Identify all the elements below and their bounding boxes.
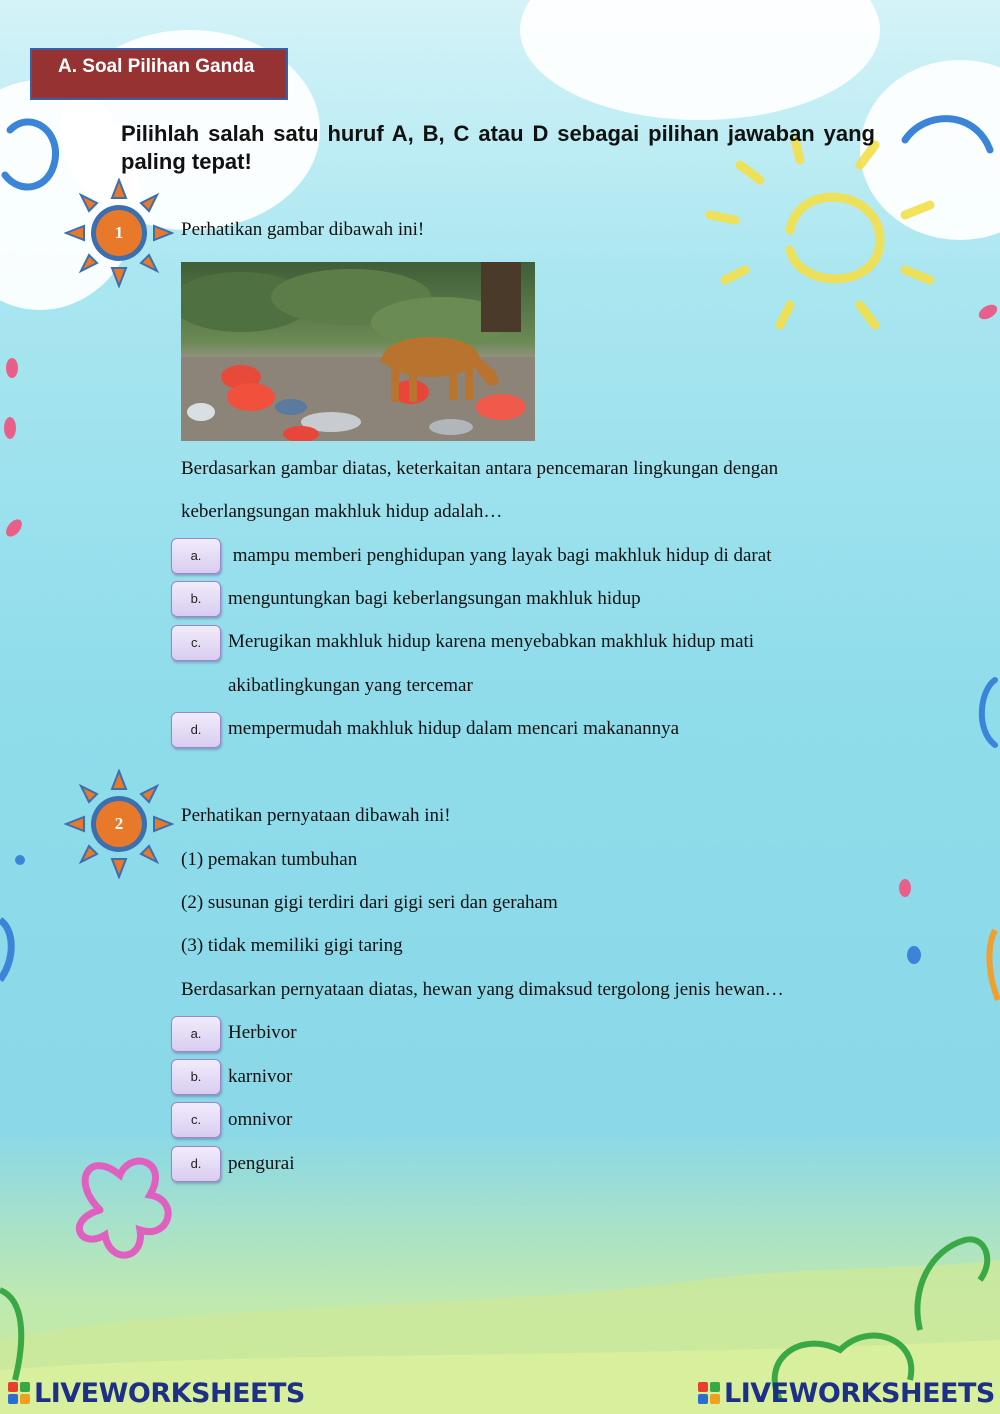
q1-option-a-box[interactable]: a. xyxy=(171,538,221,574)
question-1-stem-line-2: keberlangsungan makhluk hidup adalah… xyxy=(181,501,503,522)
question-number-badge-2 xyxy=(64,769,174,879)
q2-option-b-box[interactable]: b. xyxy=(171,1059,221,1095)
liveworksheets-logo-left xyxy=(8,1376,305,1410)
question-2-statement-3: (3) tidak memiliki gigi taring xyxy=(181,935,403,956)
logo-grid-icon xyxy=(8,1382,30,1404)
q2-option-d-box[interactable]: d. xyxy=(171,1146,221,1182)
question-number: 1 xyxy=(114,223,124,242)
q1-option-c-text-line-2: akibatlingkungan yang tercemar xyxy=(228,675,473,696)
q2-option-c-box[interactable]: c. xyxy=(171,1102,221,1138)
question-2-prompt: Perhatikan pernyataan dibawah ini! xyxy=(181,805,451,826)
cloud-outline-icon xyxy=(5,122,56,187)
question-number: 2 xyxy=(114,814,124,833)
q2-option-c-text: omnivor xyxy=(228,1109,293,1130)
q2-option-d-text: pengurai xyxy=(228,1153,295,1174)
instruction-text: Pilihlah salah satu huruf A, B, C atau D sebagai pilihan jawaban yang paling tepat! xyxy=(121,121,875,174)
q2-option-a-box[interactable]: a. xyxy=(171,1016,221,1052)
q2-option-b-text: karnivor xyxy=(228,1066,293,1087)
q1-option-b-text: menguntungkan bagi keberlangsungan makhluk hidup xyxy=(228,588,641,609)
q1-option-a-text: mampu memberi penghidupan yang layak bagi makhluk hidup di darat xyxy=(228,545,772,566)
q1-option-c-box[interactable]: c. xyxy=(171,625,221,661)
question-2-statement-1: (1) pemakan tumbuhan xyxy=(181,849,358,870)
q1-option-b-box[interactable]: b. xyxy=(171,581,221,617)
section-header: A. Soal Pilihan Ganda xyxy=(30,48,288,100)
question-1-prompt: Perhatikan gambar dibawah ini! xyxy=(181,219,425,240)
q2-option-a-text: Herbivor xyxy=(228,1022,297,1043)
question-2-statement-2: (2) susunan gigi terdiri dari gigi seri dan geraham xyxy=(181,892,558,913)
question-2-stem: Berdasarkan pernyataan diatas, hewan yang dimaksud tergolong jenis hewan… xyxy=(181,979,784,1000)
q1-option-d-box[interactable]: d. xyxy=(171,712,221,748)
question-1-stem-line-1: Berdasarkan gambar diatas, keterkaitan antara pencemaran lingkungan dengan xyxy=(181,458,779,479)
logo-text: LIVEWORKSHEETS xyxy=(34,1377,305,1409)
q1-option-d-text: mempermudah makhluk hidup dalam mencari makanannya xyxy=(228,718,680,739)
pollution-goat-photo xyxy=(181,262,535,441)
logo-grid-icon xyxy=(698,1382,720,1404)
question-number-badge-1 xyxy=(64,178,174,288)
flower-doodle-icon xyxy=(79,1161,168,1255)
logo-text: LIVEWORKSHEETS xyxy=(724,1377,995,1409)
liveworksheets-logo-right xyxy=(698,1376,995,1410)
q1-option-c-text: Merugikan makhluk hidup karena menyebabkan makhluk hidup mati xyxy=(228,631,755,652)
